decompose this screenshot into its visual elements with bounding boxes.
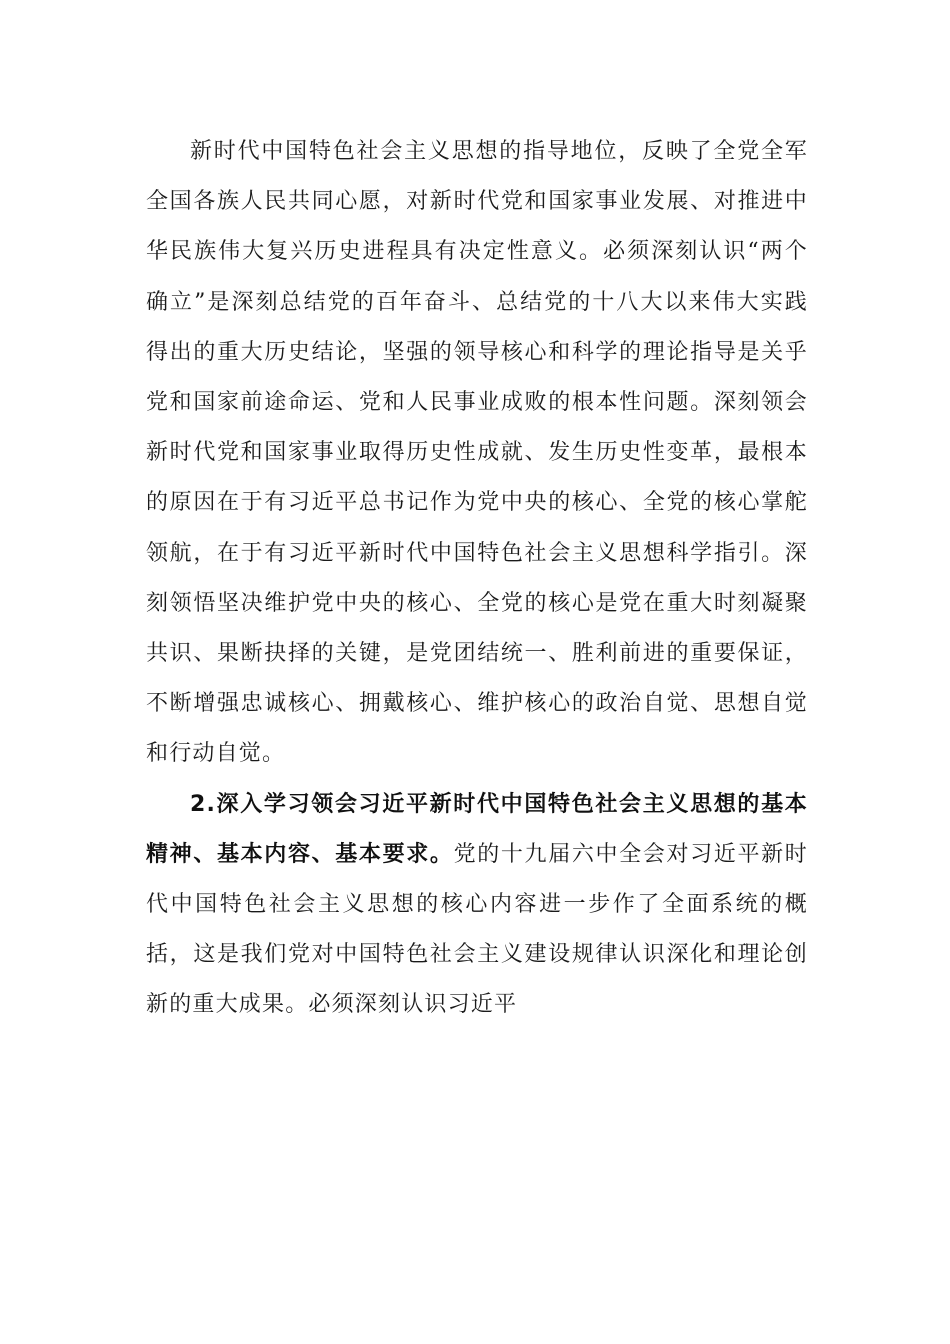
paragraph-2-text: 党的十九届六中全会对习近平新时代中国特色社会主义思想的核心内容进一步作了全面系统的概括，这是我们党对中国特色社会主义建设规律认识深化和理论创新的重大成果。必须深刻认识习近平 <box>146 841 808 1018</box>
paragraph-2 <box>146 780 808 1031</box>
paragraph-1-text: 新时代中国特色社会主义思想的指导地位，反映了全党全军全国各族人民共同心愿，对新时代党和国家事业发展、对推进中华民族伟大复兴历史进程具有决定性意义。必须深刻认识“两个确立”是深刻总结党的百年奋斗、总结党的十八大以来伟大实践得出的重大历史结论，坚强的领导核心和科学的理论指导是关乎党和国家前途命运、党和人民事业成败的根本性问题。深刻领会新时代党和国家事业取得历史性成就、发生历史性变革，最根本的原因在于有习近平总书记作为党中央的核心、全党的核心掌舵领航，在于有习近平新时代中国特色社会主义思想科学指引。深刻领悟坚决维护党中央的核心、全党的核心是党在重大时刻凝聚共识、果断抉择的关键，是党团结统一、胜利前进的重要保证，不断增强忠诚核心、拥戴核心、维护核心的政治自觉、思想自觉和行动自觉。 <box>146 139 808 767</box>
paragraph-2-heading: 2.深入学习领会习近平新时代中国特色社会主义思想的基本精神、基本内容、基本要求。 <box>146 791 808 867</box>
document-body <box>146 127 808 1031</box>
paragraph-1 <box>146 127 808 780</box>
